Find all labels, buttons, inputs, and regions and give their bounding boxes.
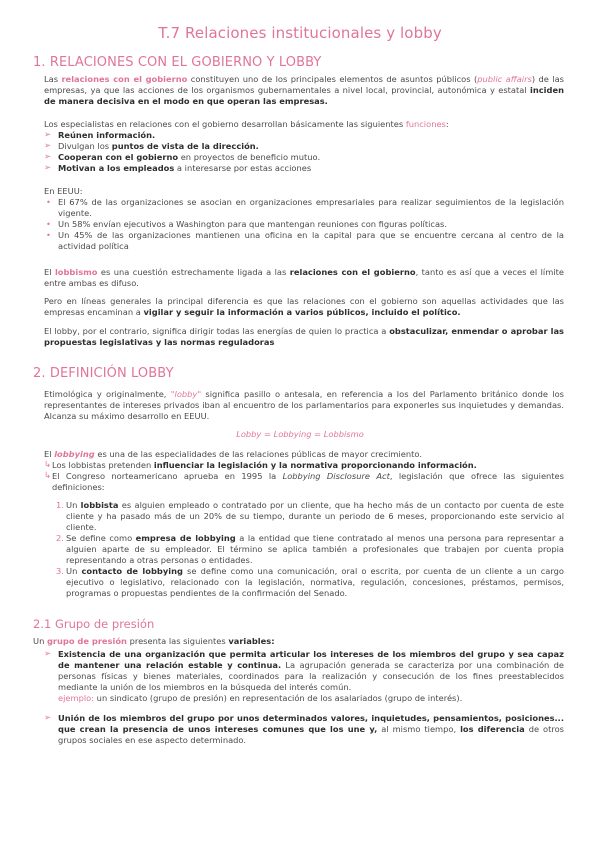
section-2-1-heading: 2.1 Grupo de presión (33, 617, 155, 631)
list-item: • Un 58% envían ejecutivos a Washington para que mantengan reuniones con figuras políticas. (46, 219, 448, 229)
list-item: ➢ Existencia de una organización que permita articular los intereses de los miembros del grupo y sea capaz de mantener una relación estable y continua. La agrupación generada se caracteriza por una combinación de personas físicas y bienes materiales, coordinados para la realización y consecución de los fines preestablecidos mediante la unión de los miembros en la búsqueda del interés común. ejemplo: un sindicato (grupo de presión) en representación de los asalariados (grupo de interés). (44, 649, 564, 703)
s1-paragraph-4: Pero en líneas generales la principal diferencia es que las relaciones con el gobierno son aquellas actividades que las empresas encaminan a vigilar y seguir la información a varios públicos, incluido el político. (44, 296, 564, 317)
list-item: ➢ Divulgan los puntos de vista de la dirección. (44, 141, 259, 151)
eeuu-label: En EEUU: (44, 186, 83, 196)
s21-intro: Un grupo de presión presenta las siguientes variables: (33, 636, 275, 646)
list-item: • Un 45% de las organizaciones mantienen una oficina en la capital para que se encuentre cercana al centro de la actividad política (46, 230, 564, 251)
list-item: 3. Un contacto de lobbying se define como una comunicación, oral o escrita, por cuenta de un cliente a un cargo ejecutivo o legislativo, relacionado con la legislación, normativa, regulación, concesiones, préstamos, permisos, programas o propuestas pendientes de la confirmación del Senado. (56, 566, 565, 598)
functions-list (44, 130, 564, 174)
s2-paragraph-1: Etimológica y originalmente, "lobby" significa pasillo o antesala, en referencia a los del Parlamento británico donde los representantes de intereses privados iban al encuentro de los parlamentarios para exponerles sus inquietudes y demandas. Alcanza su máximo desarrollo en EEUU. (44, 389, 564, 421)
dot-bullet-icon: • (46, 197, 51, 207)
lobby-equation: Lobby = Lobbying = Lobbismo (236, 429, 364, 439)
s2-paragraph-2: El lobbying es una de las especialidades de las relaciones públicas de mayor crecimiento. (44, 449, 422, 459)
dot-bullet-icon: • (46, 219, 51, 229)
arrow-bullet-icon: ➢ (44, 649, 52, 659)
lobby-bullets (44, 460, 564, 493)
dot-bullet-icon: • (46, 230, 51, 240)
list-item: ➢ Reúnen información. (44, 130, 156, 140)
list-item: ➢ Unión de los miembros del grupo por unos determinados valores, inquietudes, pensamientos, posiciones... que crean la presencia de unos intereses comunes que los une y, al mismo tiempo, los diferencia de otros grupos sociales en ese aspecto determinado. (44, 713, 564, 745)
arrow-bullet-icon: ➢ (44, 130, 52, 140)
page-title: T.7 Relaciones institucionales y lobby (158, 24, 442, 42)
list-item: • El 67% de las organizaciones se asocian en organizaciones empresariales para realizar seguimientos de la legislación vigente. (46, 197, 564, 218)
s1-paragraph-2: Los especialistas en relaciones con el gobierno desarrollan básicamente las siguientes funciones: (44, 119, 449, 129)
list-item: ➢ Motivan a los empleados a interesarse por estas acciones (44, 163, 312, 173)
arrow-bullet-icon: ➢ (44, 163, 52, 173)
s1-paragraph-3: El lobbismo es una cuestión estrechamente ligada a las relaciones con el gobierno, tanto es así que a veces el límite entre ambas es difuso. (44, 267, 564, 288)
list-item: ↳ El Congreso norteamericano aprueba en 1995 la Lobbying Disclosure Act, legislación que ofrece las siguientes definiciones: (44, 471, 564, 492)
s1-paragraph-1: Las relaciones con el gobierno constituyen uno de los principales elementos de asuntos públicos (public affairs) de las empresas, ya que las acciones de los organismos gubernamentales a nivel local, provincial, autonómica y estatal inciden de manera decisiva en el modo en que operan las empresas. (44, 74, 565, 106)
section-1-heading: 1. RELACIONES CON EL GOBIERNO Y LOBBY (33, 55, 322, 70)
return-arrow-icon: ↳ (44, 471, 52, 481)
arrow-bullet-icon: ➢ (44, 713, 52, 723)
list-item: 1. Un lobbista es alguien empleado o contratado por un cliente, que ha hecho más de un contacto por cuenta de este cliente y ha pasado más de un 20% de su tiempo, durante un periodo de 6 meses, proporcionando este servicio al cliente. (56, 500, 565, 532)
list-item: ➢ Cooperan con el gobierno en proyectos de beneficio mutuo. (44, 152, 321, 162)
s1-paragraph-5: El lobby, por el contrario, significa dirigir todas las energías de quien lo practica a obstaculizar, enmendar o aprobar las propuestas legislativas y las normas reguladoras (44, 326, 564, 347)
variables-list (44, 649, 564, 746)
list-item: ↳ Los lobbistas pretenden influenciar la legislación y la normativa proporcionando información. (44, 460, 477, 470)
section-2-heading: 2. DEFINICIÓN LOBBY (33, 366, 174, 381)
arrow-bullet-icon: ➢ (44, 141, 52, 151)
arrow-bullet-icon: ➢ (44, 152, 52, 162)
eeuu-list (44, 197, 564, 252)
return-arrow-icon: ↳ (44, 460, 52, 470)
definitions-list (52, 500, 564, 599)
list-item: 2. Se define como empresa de lobbying a la entidad que tiene contratado al menos una persona para representar a alguien aparte de su empleador. El término se aplica también a profesionales que trabajen por cuenta propia representando a otras personas o entidades. (56, 533, 564, 565)
